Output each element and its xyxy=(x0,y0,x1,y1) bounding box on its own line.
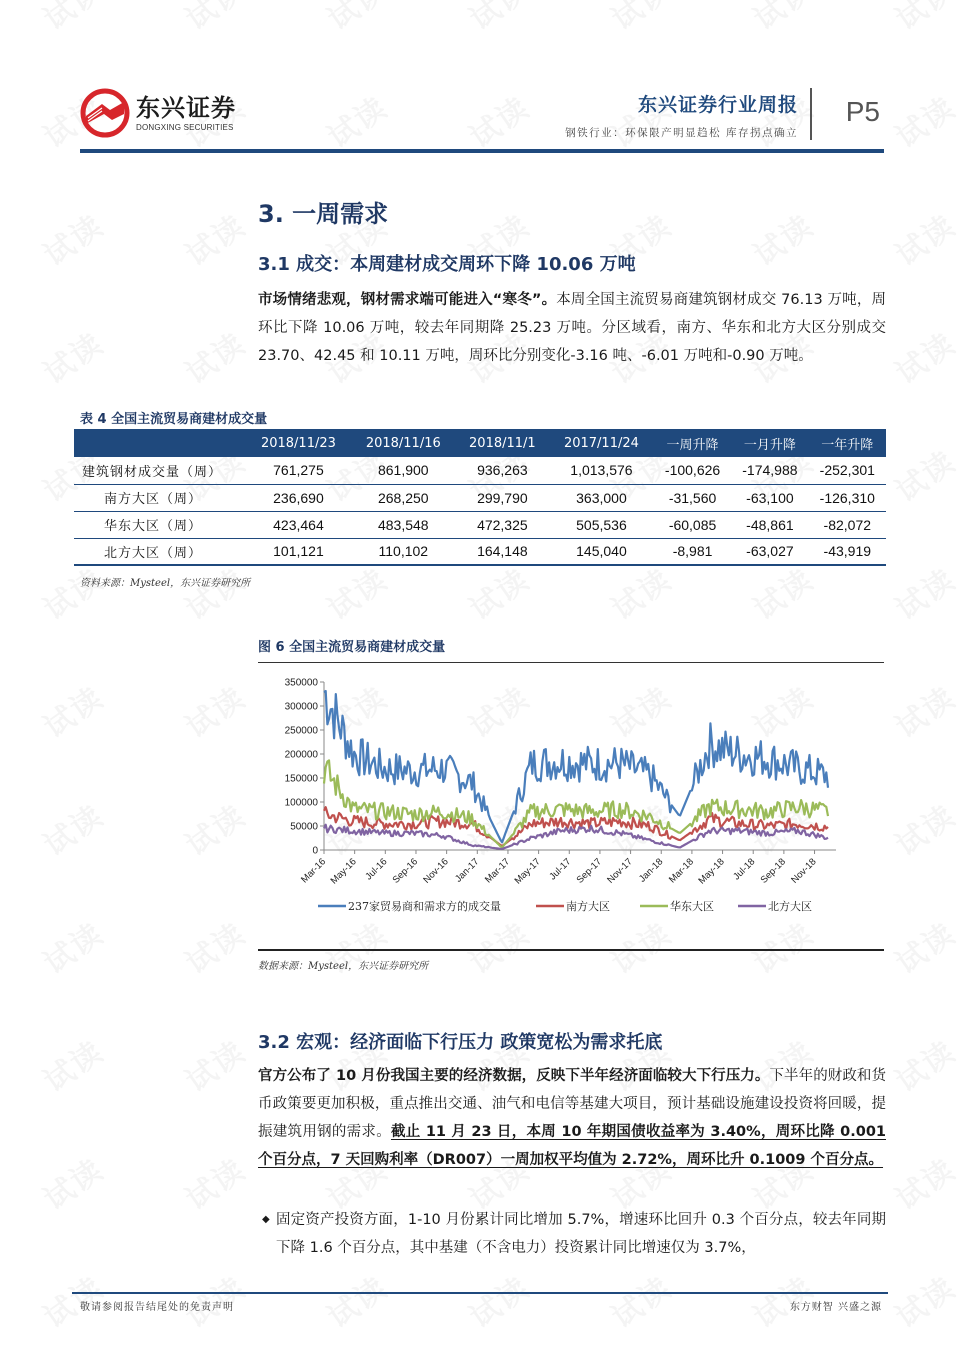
table-cell: 936,263 xyxy=(456,457,549,484)
row-label: 建筑钢材成交量（周） xyxy=(74,457,246,484)
paragraph-macro xyxy=(258,1062,886,1174)
table-header-cell: 一月升降 xyxy=(731,429,808,457)
figure-source-note: 数据来源：Mysteel，东兴证券研究所 xyxy=(258,961,429,972)
table-cell: 164,148 xyxy=(456,538,549,565)
x-tick-label: Jan-17 xyxy=(453,856,482,885)
table-source-note: 资料来源：Mysteel，东兴证券研究所 xyxy=(80,578,251,589)
x-tick-label: Nov-16 xyxy=(421,856,451,886)
paragraph-body: 下半年的财政和货币政策要更加积极，重点推出交通、油气和电信等基建大项目，预计基础设施建设投资将回暖，提振建筑用钢的需求。 xyxy=(258,1068,887,1140)
footer-rule xyxy=(72,1292,888,1294)
row-label: 南方大区（周） xyxy=(74,484,246,511)
logo-chinese-name: 东兴证券 xyxy=(136,93,236,122)
table-cell: -48,861 xyxy=(731,511,808,538)
paragraph-body: 本周全国主流贸易商建筑钢材成交 76.13 万吨，周环比下降 10.06 万吨，较去年同期降 25.23 万吨。分区域看，南方、华东和北方大区分别成交 23.70、42.45 和 10.11 万吨，周环比分别变化-3.16 吨、-6.01 万吨和-0.90 万吨。 xyxy=(258,292,886,364)
row-label: 北方大区（周） xyxy=(74,538,246,565)
table-cell: 101,121 xyxy=(246,538,351,565)
table-cell: 483,548 xyxy=(351,511,456,538)
dongxing-logo-icon xyxy=(80,88,130,138)
paragraph-lead: 官方公布了 10 月份我国主要的经济数据，反映下半年经济面临较大下行压力。 xyxy=(258,1068,770,1084)
y-tick-label: 300000 xyxy=(284,701,318,713)
table-cell: -82,072 xyxy=(809,511,886,538)
x-tick-label: Mar-16 xyxy=(299,856,329,886)
paragraph-lead: 市场情绪悲观，钢材需求端可能进入“寒冬”。 xyxy=(258,292,557,308)
table-cell: 472,325 xyxy=(456,511,549,538)
paragraph-trading-volume xyxy=(258,286,886,370)
bullet-diamond-icon: ◆ xyxy=(262,1214,270,1225)
table-cell: -63,100 xyxy=(731,484,808,511)
y-tick-label: 0 xyxy=(312,845,318,857)
table-cell: -43,919 xyxy=(809,538,886,565)
table-cell: 299,790 xyxy=(456,484,549,511)
header-rule xyxy=(80,149,884,153)
legend-label: 237家贸易商和需求方的成交量 xyxy=(348,900,501,913)
table-cell: 505,536 xyxy=(549,511,654,538)
x-tick-label: Jan-18 xyxy=(637,856,666,885)
y-tick-label: 250000 xyxy=(284,725,318,737)
table-cell: -60,085 xyxy=(654,511,731,538)
figure-bottom-rule xyxy=(258,949,884,951)
table-cell: 761,275 xyxy=(246,457,351,484)
footer-slogan: 东方财智 兴盛之源 xyxy=(789,1302,882,1313)
x-tick-label: May-17 xyxy=(512,856,543,887)
table-cell: -126,310 xyxy=(809,484,886,511)
legend-label: 北方大区 xyxy=(768,900,812,913)
row-label: 华东大区（周） xyxy=(74,511,246,538)
paragraph-highlight: 截止 11 月 23 日，本周 10 年期国债收益率为 3.40%，周环比降 0.001 个百分点，7 天回购利率（DR007）一周加权平均值为 2.72%，周环比升 0.1009 个百分点。 xyxy=(258,1124,886,1168)
table-header-cell: 2018/11/1 xyxy=(456,429,549,457)
legend-label: 南方大区 xyxy=(566,900,610,913)
footer-disclaimer: 敬请参阅报告结尾处的免责声明 xyxy=(80,1302,234,1313)
table-row xyxy=(74,484,886,511)
table-caption: 表 4 全国主流贸易商建材成交量 xyxy=(80,412,268,427)
table-cell: -8,981 xyxy=(654,538,731,565)
table-cell: 861,900 xyxy=(351,457,456,484)
table-row xyxy=(74,511,886,538)
bullet-item-fixed-asset: 固定资产投资方面，1-10 月份累计同比增加 5.7%，增速环比回升 0.3 个百分点，较去年同期下降 1.6 个百分点，其中基建（不含电力）投资累计同比增速仅为 3.7%， xyxy=(276,1212,886,1256)
x-tick-label: Jul-18 xyxy=(731,856,758,883)
x-tick-label: Sep-17 xyxy=(574,856,605,886)
x-tick-label: Sep-16 xyxy=(390,856,421,886)
table-row xyxy=(74,538,886,565)
figure-top-rule xyxy=(258,662,884,663)
chart-canvas xyxy=(258,672,884,922)
section-title: 3. 一周需求 xyxy=(258,200,389,228)
table-cell: -100,626 xyxy=(654,457,731,484)
table-cell: 145,040 xyxy=(549,538,654,565)
table-row xyxy=(74,457,886,484)
y-tick-label: 50000 xyxy=(290,821,318,833)
report-title: 东兴证券行业周报 xyxy=(637,94,798,116)
subsection-title-3-1: 3.1 成交：本周建材成交周环下降 10.06 万吨 xyxy=(258,254,636,275)
table-header-cell: 2018/11/16 xyxy=(351,429,456,457)
y-tick-label: 100000 xyxy=(284,797,318,809)
report-subtitle: 钢铁行业：环保限产明显趋松 库存拐点确立 xyxy=(565,127,798,139)
subsection-title-3-2: 3.2 宏观：经济面临下行压力 政策宽松为需求托底 xyxy=(258,1032,663,1053)
table-header-cell: 2017/11/24 xyxy=(549,429,654,457)
table-cell: 363,000 xyxy=(549,484,654,511)
page-header xyxy=(72,82,888,152)
trading-volume-table xyxy=(74,429,886,566)
x-tick-label: Jul-17 xyxy=(547,856,574,883)
x-tick-label: May-16 xyxy=(328,856,359,887)
x-tick-label: Sep-18 xyxy=(758,856,789,886)
table-cell: 110,102 xyxy=(351,538,456,565)
table-cell: 423,464 xyxy=(246,511,351,538)
x-tick-label: Nov-18 xyxy=(789,856,819,886)
table-header-cell: 一年升降 xyxy=(809,429,886,457)
x-tick-label: Mar-18 xyxy=(666,856,697,886)
table-header-cell: 一周升降 xyxy=(654,429,731,457)
table-cell: 236,690 xyxy=(246,484,351,511)
table-header-row xyxy=(74,429,886,457)
x-tick-label: Mar-17 xyxy=(483,856,513,886)
y-tick-label: 150000 xyxy=(284,773,318,785)
table-cell: 268,250 xyxy=(351,484,456,511)
table-cell: -252,301 xyxy=(809,457,886,484)
y-tick-label: 350000 xyxy=(284,677,318,689)
table-header-cell: 2018/11/23 xyxy=(246,429,351,457)
legend-label: 华东大区 xyxy=(670,900,714,913)
table-cell: 1,013,576 xyxy=(549,457,654,484)
table-cell: -174,988 xyxy=(731,457,808,484)
y-tick-label: 200000 xyxy=(284,749,318,761)
x-tick-label: Nov-17 xyxy=(605,856,635,886)
line-chart xyxy=(258,672,884,922)
series-line xyxy=(324,825,828,849)
company-logo xyxy=(80,88,236,138)
x-tick-label: May-18 xyxy=(696,856,727,887)
header-divider xyxy=(810,88,812,140)
table-cell: -63,027 xyxy=(731,538,808,565)
page-number: P5 xyxy=(845,96,880,127)
table-header-cell xyxy=(74,429,246,457)
logo-english-name: DONGXING SECURITIES xyxy=(136,122,234,132)
table-cell: -31,560 xyxy=(654,484,731,511)
x-tick-label: Jul-16 xyxy=(363,856,390,883)
figure-caption: 图 6 全国主流贸易商建材成交量 xyxy=(258,640,446,655)
